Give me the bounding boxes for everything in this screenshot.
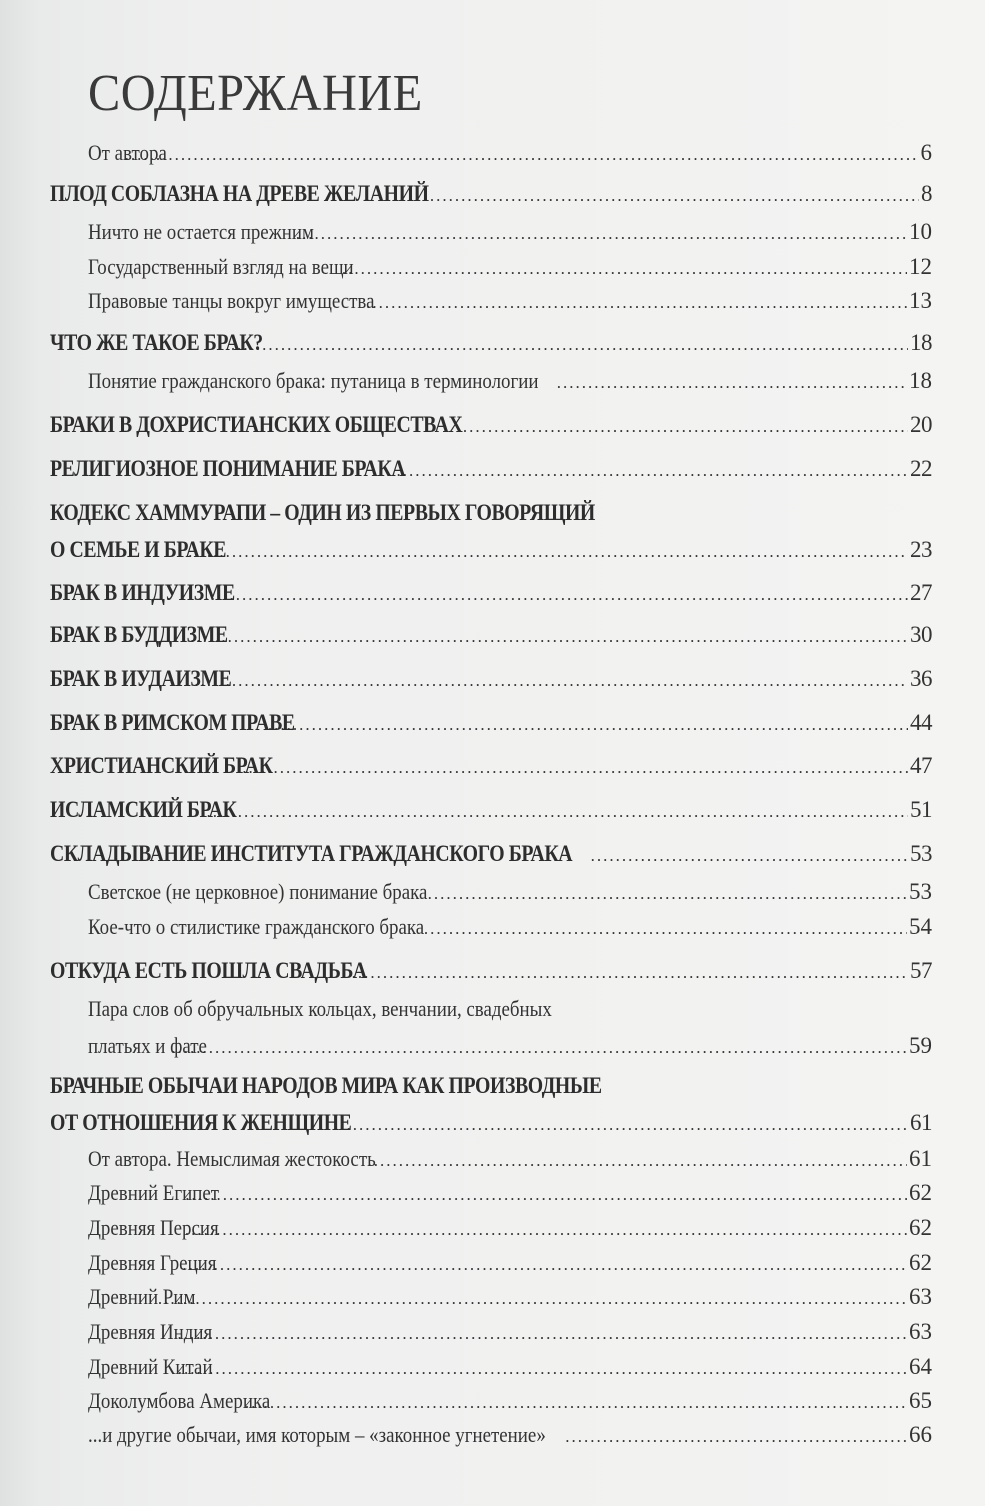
dot-leader bbox=[198, 585, 908, 605]
dot-leader bbox=[177, 1324, 907, 1344]
toc-entry-page-number: 63 bbox=[909, 1284, 932, 1309]
toc-entry-label: ОТКУДА ЕСТЬ ПОШЛА СВАДЬБА bbox=[50, 958, 367, 983]
toc-subsection-entry[interactable] bbox=[88, 288, 932, 314]
toc-entry-page-number: 23 bbox=[910, 537, 932, 562]
toc-entry-page-number: 6 bbox=[920, 140, 932, 165]
toc-entry-label: Ничто не остается прежним bbox=[88, 219, 315, 244]
toc-entry-label: ХРИСТИАНСКИЙ БРАК bbox=[50, 753, 273, 778]
toc-entry-label: Древняя Персия bbox=[88, 1215, 219, 1240]
dot-leader bbox=[182, 1255, 907, 1275]
toc-entry-page-number: 61 bbox=[909, 1146, 932, 1171]
toc-entry-page-number: 53 bbox=[909, 879, 932, 904]
toc-subsection-entry[interactable] bbox=[88, 1250, 932, 1276]
toc-chapter-entry[interactable] bbox=[50, 622, 932, 648]
toc-entry-page-number: 62 bbox=[909, 1215, 932, 1240]
toc-entry-label: Светское (не церковное) понимание брака bbox=[88, 879, 428, 904]
toc-entry-page-number: 13 bbox=[909, 288, 932, 313]
dot-leader bbox=[342, 259, 907, 279]
toc-subsection-entry[interactable] bbox=[88, 1388, 932, 1414]
toc-subsection-entry[interactable] bbox=[88, 1180, 932, 1206]
toc-entry-label: ЧТО ЖЕ ТАКОЕ БРАК? bbox=[50, 330, 263, 355]
toc-entry-page-number: 27 bbox=[910, 580, 932, 605]
toc-chapter-entry[interactable] bbox=[50, 666, 932, 692]
toc-entry-label: ...и другие обычаи, имя которым – «законное угнетение» bbox=[88, 1422, 546, 1447]
toc-entry-label: Древний Китай bbox=[88, 1354, 213, 1379]
toc-entry-page-number: 63 bbox=[909, 1319, 932, 1344]
toc-entry-label: Древняя Индия bbox=[88, 1319, 213, 1344]
toc-chapter-entry[interactable] bbox=[50, 537, 932, 563]
toc-entry-label-line1: КОДЕКС ХАММУРАПИ – ОДИН ИЗ ПЕРВЫХ ГОВОРЯЩИЙ bbox=[50, 500, 595, 525]
toc-entry-page-number: 12 bbox=[909, 254, 932, 279]
toc-entry-label: Древний Египет bbox=[88, 1180, 220, 1205]
toc-entry-label: От автора. Немыслимая жестокость bbox=[88, 1146, 376, 1171]
dot-leader bbox=[591, 846, 908, 866]
dot-leader bbox=[188, 542, 908, 562]
toc-subsection-entry[interactable] bbox=[88, 1033, 932, 1059]
toc-subsection-entry[interactable] bbox=[88, 1284, 932, 1310]
toc-entry-page-number: 51 bbox=[910, 797, 932, 822]
dot-leader bbox=[171, 1038, 907, 1058]
dot-leader bbox=[463, 417, 908, 437]
toc-entry-label: Правовые танцы вокруг имущества bbox=[88, 288, 375, 313]
toc-subsection-entry[interactable] bbox=[88, 1319, 932, 1345]
toc-entry-page-number: 57 bbox=[910, 958, 932, 983]
toc-entry-label: ПЛОД СОБЛАЗНА НА ДРЕВЕ ЖЕЛАНИЙ bbox=[50, 181, 429, 206]
toc-entry-label: Доколумбова Америка bbox=[88, 1388, 271, 1413]
toc-entry-page-number: 61 bbox=[910, 1110, 932, 1135]
toc-entry-label: Древняя Греция bbox=[88, 1250, 217, 1275]
page-title: СОДЕРЖАНИЕ bbox=[88, 65, 423, 122]
toc-chapter-entry[interactable] bbox=[50, 456, 932, 482]
toc-entry-label: ОТ ОТНОШЕНИЯ К ЖЕНЩИНЕ bbox=[50, 1110, 352, 1135]
toc-subsection-entry[interactable] bbox=[88, 1354, 932, 1380]
toc-entry-page-number: 20 bbox=[910, 412, 932, 437]
toc-entry-page-number: 22 bbox=[910, 456, 932, 481]
toc-entry-label: БРАК В РИМСКОМ ПРАВЕ bbox=[50, 710, 295, 735]
toc-entry-label: Кое-что о стилистике гражданского брака bbox=[88, 914, 425, 939]
toc-chapter-entry[interactable] bbox=[50, 412, 932, 438]
dot-leader bbox=[185, 1220, 907, 1240]
dot-leader bbox=[194, 671, 908, 691]
toc-entry-page-number: 62 bbox=[909, 1180, 932, 1205]
dot-leader bbox=[428, 884, 907, 904]
toc-entry-label: БРАК В БУДДИЗМЕ bbox=[50, 622, 228, 647]
toc-chapter-entry[interactable] bbox=[50, 753, 932, 779]
dot-leader bbox=[565, 1427, 907, 1447]
toc-entry-label: Понятие гражданского брака: путаница в терминологии bbox=[88, 368, 539, 393]
toc-entry-page-number: 30 bbox=[910, 622, 932, 647]
toc-entry-page-number: 18 bbox=[909, 368, 932, 393]
toc-entry-label-line1: БРАЧНЫЕ ОБЫЧАИ НАРОДОВ МИРА КАК ПРОИЗВОДНЫЕ bbox=[50, 1073, 602, 1098]
dot-leader bbox=[268, 715, 908, 735]
toc-entry-label: О СЕМЬЕ И БРАКЕ bbox=[50, 537, 227, 562]
toc-entry-label: БРАКИ В ДОХРИСТИАНСКИХ ОБЩЕСТВАХ bbox=[50, 412, 463, 437]
toc-subsection-entry[interactable] bbox=[88, 368, 932, 394]
toc-entry-page-number: 54 bbox=[909, 914, 932, 939]
toc-entry-page-number: 10 bbox=[909, 219, 932, 244]
dot-leader bbox=[190, 627, 908, 647]
toc-subsection-entry[interactable] bbox=[88, 1146, 932, 1172]
toc-entry-label: Государственный взгляд на вещи bbox=[88, 254, 354, 279]
toc-chapter-entry[interactable] bbox=[50, 797, 932, 823]
dot-leader bbox=[366, 293, 907, 313]
toc-chapter-entry[interactable] bbox=[50, 958, 932, 984]
toc-subsection-entry[interactable] bbox=[88, 1422, 932, 1448]
dot-leader bbox=[245, 1393, 907, 1413]
dot-leader bbox=[334, 1115, 908, 1135]
toc-subsection-entry[interactable] bbox=[88, 1215, 932, 1241]
dot-leader bbox=[158, 1289, 907, 1309]
toc-subsection-entry[interactable] bbox=[88, 914, 932, 940]
toc-entry-label: БРАК В ИНДУИЗМЕ bbox=[50, 580, 235, 605]
dot-leader bbox=[352, 963, 908, 983]
toc-chapter-entry[interactable] bbox=[50, 181, 932, 207]
dot-leader bbox=[200, 802, 908, 822]
toc-entry-page-number: 18 bbox=[910, 330, 932, 355]
toc-entry-label: БРАК В ИУДАИЗМЕ bbox=[50, 666, 232, 691]
toc-chapter-entry[interactable] bbox=[50, 330, 932, 356]
toc-subsection-entry[interactable] bbox=[88, 254, 932, 280]
toc-entry-label: платьях и фате bbox=[88, 1033, 207, 1058]
toc-entry-page-number: 8 bbox=[921, 181, 932, 206]
toc-entry-page-number: 59 bbox=[909, 1033, 932, 1058]
dot-leader bbox=[396, 461, 908, 481]
toc-entry-label: Древний Рим bbox=[88, 1284, 196, 1309]
toc-entry-page-number: 53 bbox=[910, 841, 932, 866]
bleed-through-text bbox=[620, 30, 626, 56]
toc-subsection-entry[interactable] bbox=[88, 140, 932, 166]
toc-entry-page-number: 62 bbox=[909, 1250, 932, 1275]
dot-leader bbox=[424, 919, 907, 939]
toc-entry-page-number: 64 bbox=[909, 1354, 932, 1379]
toc-entry-page-number: 47 bbox=[910, 753, 932, 778]
toc-entry-label: РЕЛИГИОЗНОЕ ПОНИМАНИЕ БРАКА bbox=[50, 456, 406, 481]
dot-leader bbox=[424, 186, 919, 206]
toc-entry-label: От автора bbox=[88, 140, 167, 165]
dot-leader bbox=[296, 224, 907, 244]
dot-leader bbox=[242, 758, 908, 778]
dot-leader bbox=[125, 145, 919, 165]
toc-entry-page-number: 66 bbox=[909, 1422, 932, 1447]
toc-subsection-entry[interactable] bbox=[88, 879, 932, 905]
toc-entry-page-number: 65 bbox=[909, 1388, 932, 1413]
toc-entry-label: СКЛАДЫВАНИЕ ИНСТИТУТА ГРАЖДАНСКОГО БРАКА bbox=[50, 841, 573, 866]
toc-chapter-entry[interactable] bbox=[50, 1110, 932, 1136]
toc-chapter-entry[interactable] bbox=[50, 580, 932, 606]
toc-chapter-entry[interactable] bbox=[50, 710, 932, 736]
toc-subsection-entry[interactable] bbox=[88, 219, 932, 245]
dot-leader bbox=[231, 335, 908, 355]
toc-entry-page-number: 36 bbox=[910, 666, 932, 691]
dot-leader bbox=[185, 1185, 907, 1205]
toc-chapter-entry[interactable] bbox=[50, 841, 932, 867]
toc-entry-label: ИСЛАМСКИЙ БРАК bbox=[50, 797, 237, 822]
dot-leader bbox=[557, 373, 907, 393]
toc-entry-page-number: 44 bbox=[910, 710, 932, 735]
dot-leader bbox=[368, 1151, 908, 1171]
dot-leader bbox=[178, 1359, 907, 1379]
toc-entry-label-line1: Пара слов об обручальных кольцах, венчании, свадебных bbox=[88, 996, 552, 1021]
